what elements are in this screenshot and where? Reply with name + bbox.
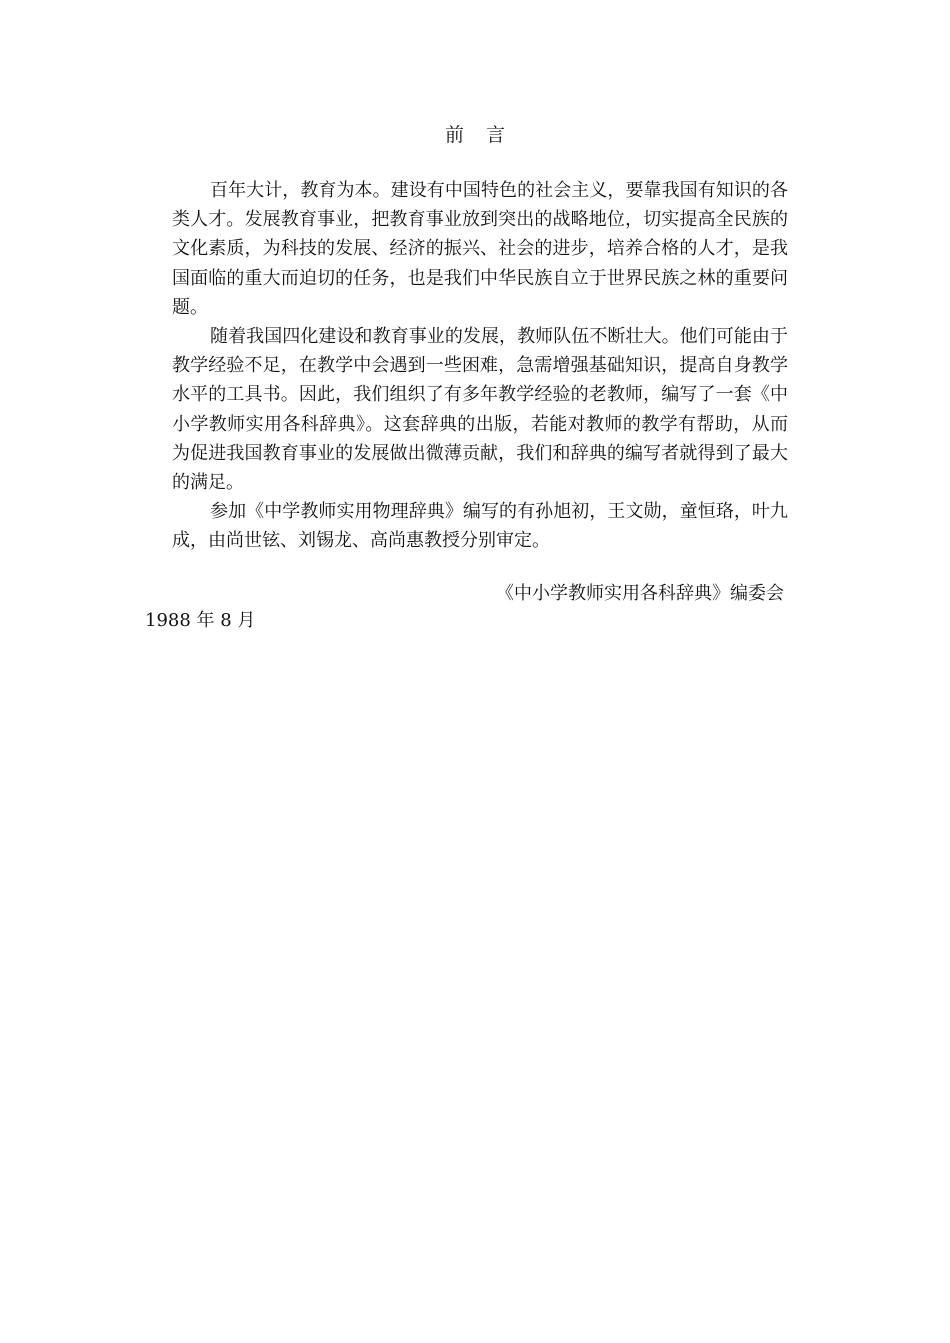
paragraph-1: 百年大计，教育为本。建设有中国特色的社会主义，要靠我国有知识的各类人才。发展教育事业，把教育事业放到突出的战略地位，切实提高全民族的文化素质，为科技的发展、经济的振兴、社会的进步，培养合格的人才，是我国面临的重大而迫切的任务，也是我们中华民族自立于世界民族之林的重要问题。 [172, 180, 788, 318]
preface-body [172, 176, 788, 556]
paragraph-3: 参加《中学教师实用物理辞典》编写的有孙旭初，王文勋，童恒珞，叶九成，由尚世铉、刘锡龙、高尚惠教授分别审定。 [172, 501, 788, 552]
date: 1988 年 8 月 [145, 610, 256, 631]
paragraph-2: 随着我国四化建设和教育事业的发展，教师队伍不断壮大。他们可能由于教学经验不足，在教学中会遇到一些困难，急需增强基础知识，提高自身教学水平的工具书。因此，我们组织了有多年教学经验的老教师，编写了一套《中小学教师实用各科辞典》。这套辞典的出版，若能对教师的教学有帮助，从而为促进我国教育事业的发展做出微薄贡献，我们和辞典的编写者就得到了最大的满足。 [172, 326, 788, 494]
page-title: 前言 [444, 124, 527, 146]
signature: 《中小学教师实用各科辞典》编委会 [496, 583, 784, 604]
